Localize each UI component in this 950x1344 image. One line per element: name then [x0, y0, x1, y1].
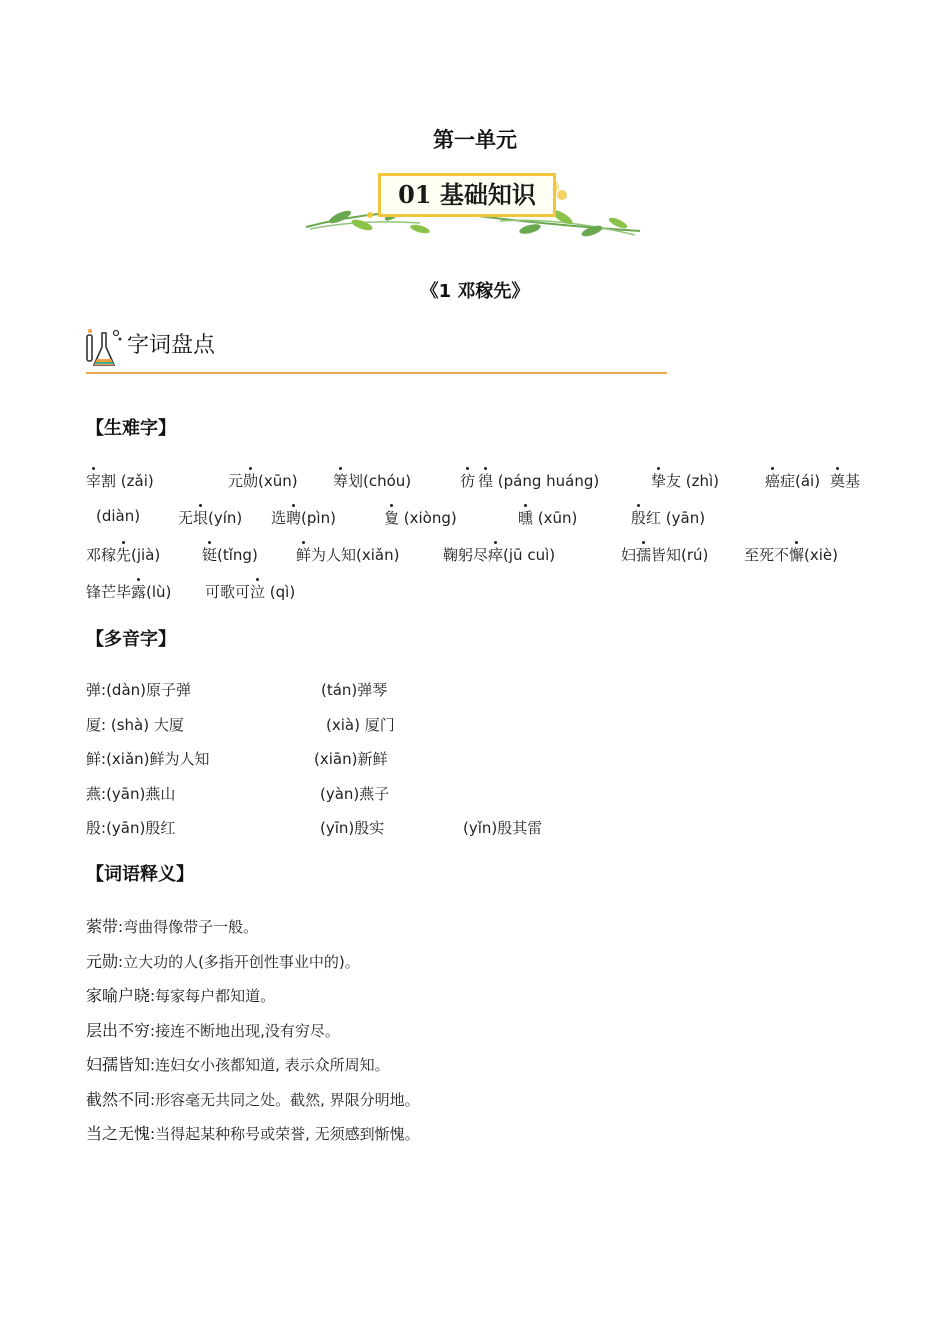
dotted-char: 垠 [193, 509, 209, 527]
reading-a: (yān)燕山 [106, 785, 176, 803]
definition-row [86, 1052, 390, 1075]
vocab-pinyin: (lù) [146, 583, 172, 601]
dotted-char: 徨 [478, 472, 494, 490]
section-title: 字词盘点 [127, 333, 216, 358]
vocab-item [631, 507, 705, 528]
vocab-item [765, 470, 820, 491]
definition-row [86, 1121, 420, 1144]
definition-meaning: :形容毫无共同之处。截然, 界限分明地。 [150, 1090, 420, 1109]
vocab-item [96, 507, 140, 525]
definition-row [86, 1087, 420, 1110]
definition-row [86, 949, 360, 972]
dotted-char: 先 [116, 546, 132, 564]
polyphone-row [86, 783, 175, 804]
vocab-pinyin: (diàn) [96, 507, 141, 525]
definition-meaning: :每家每户都知道。 [150, 987, 276, 1005]
vocab-pinyin: (xiè) [804, 546, 839, 564]
reading-b: (yīn)殷实 [320, 819, 385, 837]
vocab-item [228, 470, 298, 491]
dotted-char: 挚 [651, 472, 667, 490]
vocab-pinyin: 红 (yān) [646, 509, 706, 527]
section-divider [86, 372, 667, 374]
definition-meaning: :弯曲得像带子一般。 [118, 918, 259, 936]
dotted-char: 鲜 [296, 546, 312, 564]
vocab-pinyin: (jū cuì) [503, 546, 556, 564]
dotted-char: 筹 [333, 472, 349, 490]
reading-b: (xiān)新鲜 [314, 750, 388, 768]
definition-meaning: :立大功的人(多指开创性事业中的)。 [118, 952, 360, 971]
vocab-text: 选 [271, 509, 287, 527]
vocab-text: 至死不 [744, 546, 790, 564]
vocab-item [518, 507, 577, 528]
vocab-pinyin: 症(ái) [780, 472, 821, 490]
polyphone-char: 弹 [86, 681, 102, 699]
lesson-title: 《1 邓稼先》 [420, 281, 530, 302]
vocab-item [621, 544, 708, 565]
vocab-text: 邓稼 [86, 546, 117, 564]
definition-term: 元勋 [86, 951, 119, 971]
dotted-char: 孺 [636, 546, 652, 564]
vocab-pinyin: (xūn) [258, 472, 298, 490]
polyphone-char: 殷 [86, 819, 102, 837]
vocab-pinyin: (xiòng) [399, 509, 457, 527]
vocab-pinyin: 划(chóu) [348, 472, 412, 490]
vocab-pinyin: (yín) [208, 509, 243, 527]
vocab-text: 无 [178, 509, 194, 527]
dotted-char: 癌 [765, 472, 781, 490]
definition-meaning: :接连不断地出现,没有穷尽。 [150, 1021, 340, 1040]
vocab-text: 可歌可 [205, 583, 251, 601]
vocab-pinyin: (pìn) [301, 509, 336, 527]
vocab-item [443, 544, 555, 565]
vocab-pinyin: 皆知(rú) [651, 546, 709, 564]
dotted-char: 泣 [250, 583, 266, 601]
definition-term: 当之无愧 [86, 1124, 151, 1143]
dotted-char: 夐 [384, 509, 400, 527]
dotted-char: 懈 [789, 546, 805, 564]
definition-row [86, 1018, 340, 1041]
reading-a: (xiǎn)鲜为人知 [106, 750, 210, 768]
vocab-item [651, 470, 719, 491]
definition-term: 妇孺皆知 [86, 1055, 151, 1074]
polyphone-sep: : [101, 750, 107, 768]
dotted-char: 聘 [286, 509, 302, 527]
vocab-pinyin: 友 (zhì) [666, 472, 720, 490]
vocab-text: 锋芒毕 [86, 583, 132, 601]
dotted-char: 彷 [460, 472, 476, 490]
definition-meaning: :当得起某种称号或荣誉, 无须感到惭愧。 [150, 1125, 420, 1143]
vocab-item [296, 544, 399, 565]
banner-label: 01 基础知识 [398, 180, 536, 209]
vocab-item [86, 544, 160, 565]
vocab-item [333, 470, 411, 491]
reading-a: (shà) 大厦 [110, 716, 184, 734]
unit-title: 第一单元 [433, 127, 517, 152]
dotted-char: 曛 [518, 509, 534, 527]
reading-a: (yān)殷红 [106, 819, 176, 837]
polyphone-sep: : [101, 716, 111, 734]
vocab-item [384, 507, 457, 528]
vocab-pinyin: (tǐng) [217, 546, 258, 564]
dotted-char: 铤 [202, 546, 218, 564]
vocab-pinyin: 为人知(xiǎn) [311, 546, 400, 564]
vocab-item [202, 544, 258, 565]
polyphone-char: 厦 [86, 716, 102, 734]
reading-a: (dàn)原子弹 [106, 681, 192, 699]
vocab-text: 元 [228, 472, 244, 490]
definition-meaning: :连妇女小孩都知道, 表示众所周知。 [150, 1056, 390, 1074]
polyphone-sep: : [101, 819, 107, 837]
reading-b: (tán)弹琴 [321, 681, 388, 699]
reading-c: (yǐn)殷其雷 [463, 819, 543, 837]
definition-row [86, 983, 275, 1006]
polyphone-row [86, 679, 191, 700]
vocab-item [178, 507, 242, 528]
vocab-item [271, 507, 336, 528]
vocab-item [744, 544, 838, 565]
vocab-pinyin: (páng huáng) [493, 472, 600, 490]
dotted-char: 勋 [243, 472, 259, 490]
vocab-pinyin: (qì) [265, 583, 296, 601]
polyphone-char: 燕 [86, 785, 102, 803]
polyphone-row [86, 817, 175, 838]
title-banner [300, 165, 645, 250]
vocab-item [460, 470, 475, 491]
polyphone-sep: : [101, 785, 107, 803]
vocab-item [86, 470, 154, 491]
vocab-item [86, 581, 171, 602]
shengnanzi-heading: 【生难字】 [86, 418, 176, 439]
duoyinzi-heading: 【多音字】 [86, 629, 176, 650]
vocab-pinyin: 基 [845, 472, 861, 490]
lab-flask-icon [84, 325, 124, 373]
vocab-item [205, 581, 295, 602]
polyphone-row [86, 748, 210, 769]
vocab-item [830, 470, 860, 491]
dotted-char: 露 [131, 583, 147, 601]
vocab-pinyin: 割 (zǎi) [101, 472, 154, 490]
dotted-char: 殷 [631, 509, 647, 527]
polyphone-char: 鲜 [86, 750, 102, 768]
vocab-pinyin: (jià) [131, 546, 161, 564]
definition-term: 家喻户晓 [86, 986, 151, 1005]
reading-b: (xià) 厦门 [326, 716, 395, 734]
dotted-char: 宰 [86, 472, 102, 490]
vocab-item [478, 470, 599, 491]
definition-term: 截然不同 [86, 1089, 151, 1109]
polyphone-row [86, 714, 184, 735]
definition-term: 层出不穷 [86, 1020, 151, 1040]
vocab-text: 妇 [621, 546, 637, 564]
definition-row [86, 914, 258, 937]
vocab-pinyin: (xūn) [533, 509, 578, 527]
dotted-char: 奠 [830, 472, 846, 490]
vocab-text: 鞠躬尽 [443, 546, 489, 564]
definition-term: 萦带 [86, 917, 119, 936]
ciyushiyi-heading: 【词语释义】 [86, 864, 194, 885]
reading-b: (yàn)燕子 [320, 785, 390, 803]
dotted-char: 瘁 [488, 546, 504, 564]
polyphone-sep: : [101, 681, 107, 699]
